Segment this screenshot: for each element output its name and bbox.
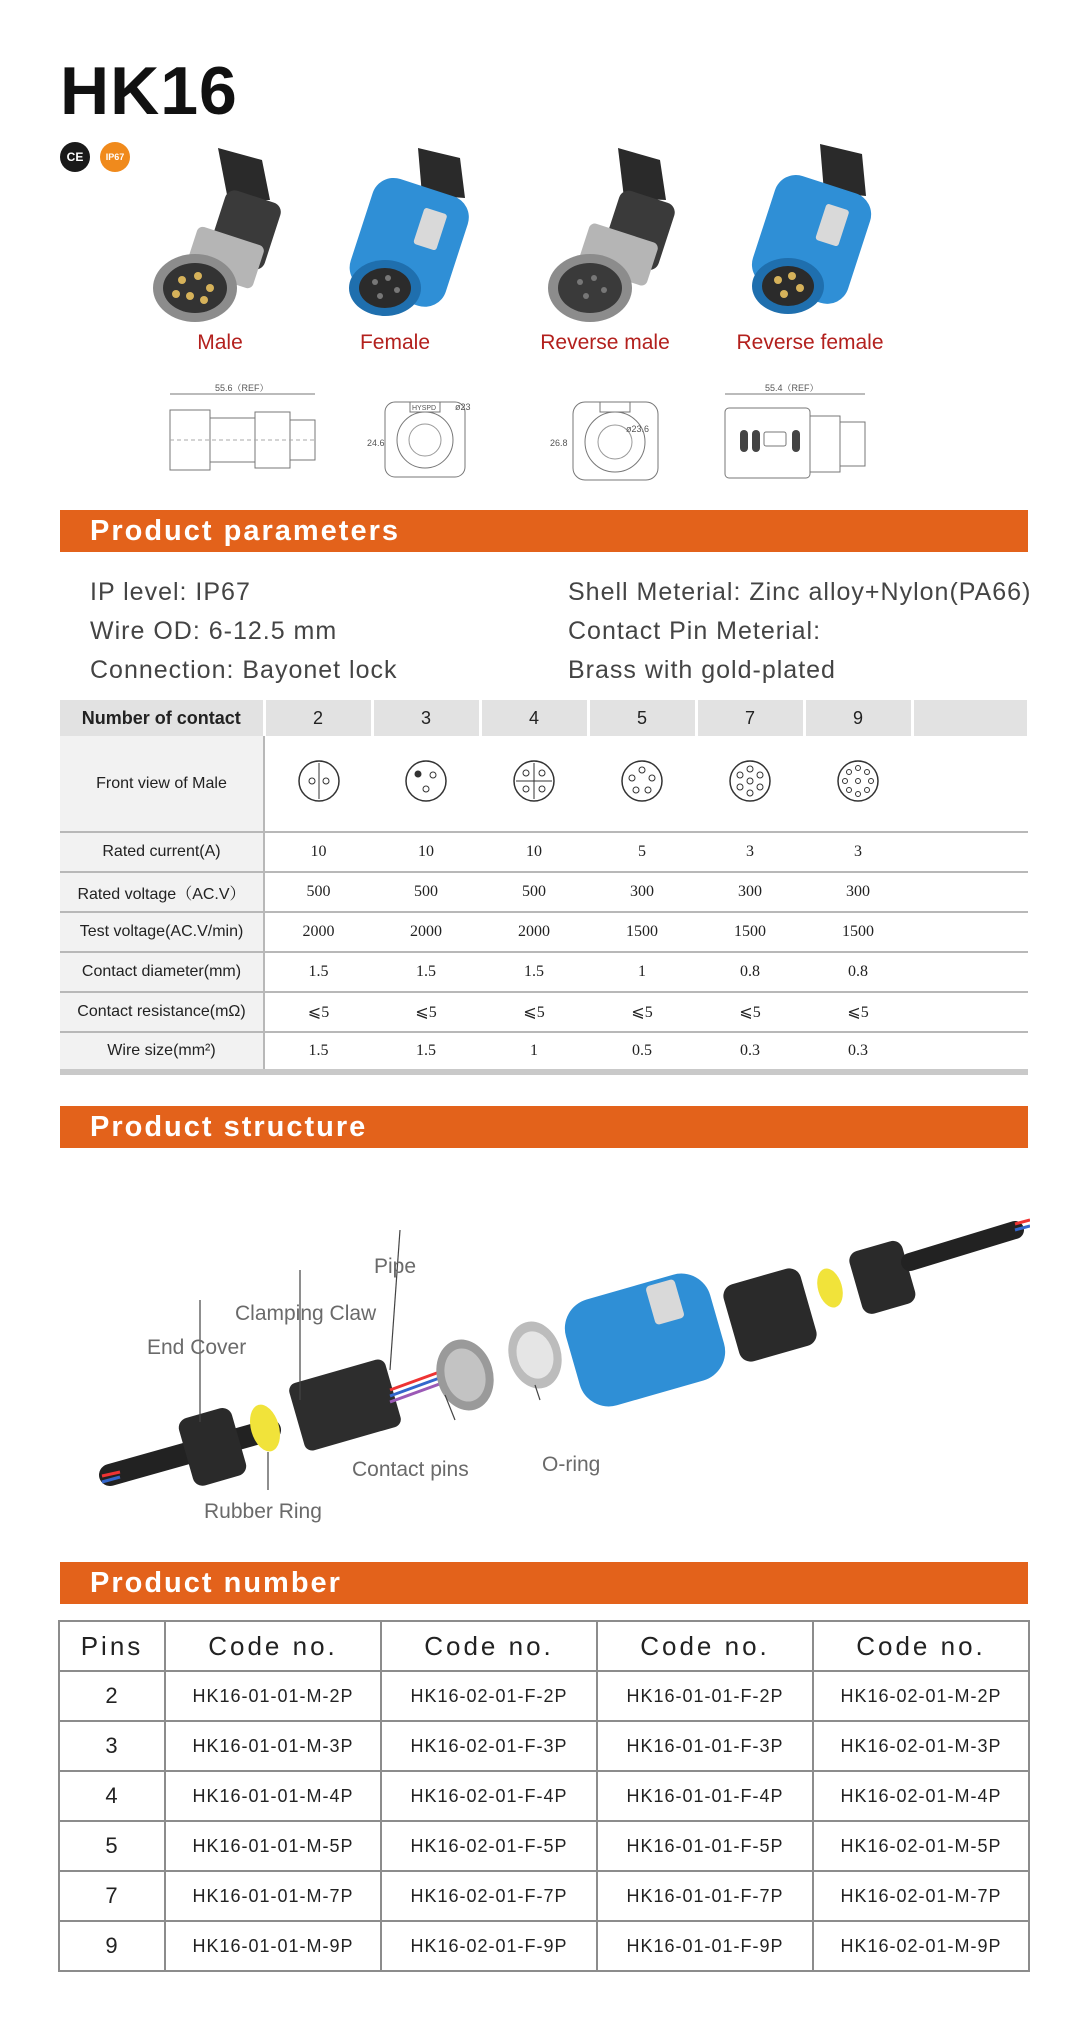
front-view-2pin (264, 736, 372, 832)
spec-row-label: Test voltage(AC.V/min) (60, 912, 264, 952)
label-reverse-male: Reverse male (540, 331, 670, 354)
spec-value: ⩽5 (804, 992, 912, 1032)
dim-d23-6: ø23.6 (626, 424, 650, 434)
spec-row-rated-voltage (60, 872, 1028, 912)
spec-value: 1 (480, 1032, 588, 1072)
spec-value: 1500 (696, 912, 804, 952)
spec-value: 1.5 (264, 1032, 372, 1072)
spec-row-label: Wire size(mm²) (60, 1032, 264, 1072)
spec-contact: 3 (372, 700, 480, 736)
label-clamping-claw: Clamping Claw (235, 1302, 377, 1325)
pn-row (59, 1821, 1029, 1871)
pn-code: HK16-02-01-F-7P (381, 1871, 597, 1921)
spec-contact: 4 (480, 700, 588, 736)
reverse-female-connector-image (700, 140, 900, 325)
pn-row (59, 1771, 1029, 1821)
section-bar-product-number: Product number (60, 1562, 1028, 1604)
pn-code: HK16-01-01-M-5P (165, 1821, 381, 1871)
pn-code: HK16-02-01-F-5P (381, 1821, 597, 1871)
exploded-structure-diagram (90, 1190, 1030, 1530)
spec-value: 300 (588, 872, 696, 912)
param-shell-material: Shell Meterial: Zinc alloy+Nylon(PA66) (568, 578, 1032, 606)
label-o-ring: O-ring (542, 1453, 601, 1476)
param-pin-material-value: Brass with gold-plated (568, 656, 836, 684)
label-female: Female (359, 331, 431, 354)
pn-pins: 9 (59, 1921, 165, 1971)
label-male: Male (197, 331, 243, 354)
spec-value: 0.8 (696, 952, 804, 992)
pn-code: HK16-02-01-F-9P (381, 1921, 597, 1971)
pn-code: HK16-02-01-M-2P (813, 1671, 1029, 1721)
pn-pins: 7 (59, 1871, 165, 1921)
pn-code: HK16-02-01-M-3P (813, 1721, 1029, 1771)
spec-value: 300 (804, 872, 912, 912)
spec-value: ⩽5 (480, 992, 588, 1032)
spec-row-label: Rated voltage（AC.V） (60, 872, 264, 912)
pn-code: HK16-02-01-F-3P (381, 1721, 597, 1771)
param-connection: Connection: Bayonet lock (90, 656, 398, 684)
female-connector-image (300, 140, 500, 325)
drawing-front-female (365, 380, 495, 490)
dim-55-6: 55.6（REF） (215, 383, 269, 393)
dim-55-4: 55.4（REF） (765, 383, 819, 393)
spec-blank-cell (912, 912, 1028, 952)
pn-code: HK16-01-01-F-4P (597, 1771, 813, 1821)
spec-value: ⩽5 (588, 992, 696, 1032)
pn-pins: 4 (59, 1771, 165, 1821)
section-bar-parameters: Product parameters (60, 510, 1028, 552)
spec-row-wire-size (60, 1032, 1028, 1072)
spec-value: 1 (588, 952, 696, 992)
spec-row-label: Contact resistance(mΩ) (60, 992, 264, 1032)
male-connector-image (120, 140, 320, 325)
spec-value: 0.5 (588, 1032, 696, 1072)
spec-blank-cell (912, 872, 1028, 912)
spec-row-contact-diameter (60, 952, 1028, 992)
spec-value: ⩽5 (264, 992, 372, 1032)
label-contact-pins: Contact pins (352, 1458, 469, 1481)
spec-row-contact-resistance (60, 992, 1028, 1032)
spec-row-test-voltage (60, 912, 1028, 952)
spec-value: 1.5 (372, 952, 480, 992)
pn-code: HK16-01-01-F-7P (597, 1871, 813, 1921)
ce-badge: CE (60, 142, 90, 172)
param-pin-material: Contact Pin Meterial: (568, 617, 822, 645)
spec-blank-cell (912, 952, 1028, 992)
pn-row (59, 1671, 1029, 1721)
spec-value: 1.5 (372, 1032, 480, 1072)
spec-value: 300 (696, 872, 804, 912)
spec-table (60, 700, 1030, 1075)
ip67-badge: IP67 (100, 142, 130, 172)
param-wire-od: Wire OD: 6-12.5 mm (90, 617, 338, 645)
dim-24-6: 24.6 (367, 438, 385, 448)
label-reverse-female: Reverse female (736, 331, 884, 354)
spec-value: 1.5 (264, 952, 372, 992)
spec-header-blank (912, 700, 1028, 736)
page-title: HK16 (60, 53, 238, 129)
drawing-side-male (165, 380, 325, 490)
spec-row-label: Contact diameter(mm) (60, 952, 264, 992)
spec-blank-cell (912, 736, 1028, 832)
pn-code: HK16-02-01-F-2P (381, 1671, 597, 1721)
front-view-7pin (696, 736, 804, 832)
pn-code: HK16-01-01-M-2P (165, 1671, 381, 1721)
spec-blank-cell (912, 1032, 1028, 1072)
front-view-5pin (588, 736, 696, 832)
pn-header: Pins (59, 1621, 165, 1671)
spec-value: 10 (372, 832, 480, 872)
spec-value: 0.3 (804, 1032, 912, 1072)
spec-blank-cell (912, 832, 1028, 872)
spec-value: 500 (480, 872, 588, 912)
spec-value: ⩽5 (696, 992, 804, 1032)
pn-code: HK16-01-01-M-7P (165, 1871, 381, 1921)
dim-d23: ø23 (455, 402, 471, 412)
front-view-3pin (372, 736, 480, 832)
spec-value: 1500 (804, 912, 912, 952)
pn-row (59, 1871, 1029, 1921)
spec-value: ⩽5 (372, 992, 480, 1032)
pn-code: HK16-01-01-F-9P (597, 1921, 813, 1971)
pn-row (59, 1921, 1029, 1971)
pn-code: HK16-01-01-M-4P (165, 1771, 381, 1821)
pn-pins: 5 (59, 1821, 165, 1871)
pn-pins: 2 (59, 1671, 165, 1721)
pn-row (59, 1721, 1029, 1771)
section-bar-structure: Product structure (60, 1106, 1028, 1148)
pn-code: HK16-01-01-F-5P (597, 1821, 813, 1871)
spec-row-rated-current (60, 832, 1028, 872)
spec-blank-cell (912, 992, 1028, 1032)
label-end-cover: End Cover (147, 1336, 247, 1359)
front-view-4pin (480, 736, 588, 832)
spec-row-label: Rated current(A) (60, 832, 264, 872)
spec-value: 2000 (372, 912, 480, 952)
pn-code: HK16-02-01-F-4P (381, 1771, 597, 1821)
param-ip-level: IP level: IP67 (90, 578, 251, 606)
pn-code: HK16-02-01-M-7P (813, 1871, 1029, 1921)
spec-value: 10 (480, 832, 588, 872)
spec-value: 0.8 (804, 952, 912, 992)
pn-code: HK16-01-01-F-3P (597, 1721, 813, 1771)
spec-value: 5 (588, 832, 696, 872)
pn-header: Code no. (813, 1621, 1029, 1671)
spec-value: 1.5 (480, 952, 588, 992)
product-number-table (58, 1620, 1030, 1972)
pn-code: HK16-01-01-M-3P (165, 1721, 381, 1771)
spec-value: 3 (804, 832, 912, 872)
spec-header-row (60, 700, 1028, 736)
pn-header: Code no. (381, 1621, 597, 1671)
reverse-male-connector-image (510, 140, 710, 325)
pn-code: HK16-01-01-F-2P (597, 1671, 813, 1721)
pn-code: HK16-02-01-M-9P (813, 1921, 1029, 1971)
pn-code: HK16-02-01-M-5P (813, 1821, 1029, 1871)
front-view-9pin (804, 736, 912, 832)
spec-front-label: Front view of Male (60, 736, 264, 832)
spec-header-label: Number of contact (60, 700, 264, 736)
drawing-front-reverse-male (548, 380, 688, 490)
pn-code: HK16-01-01-M-9P (165, 1921, 381, 1971)
pn-header: Code no. (165, 1621, 381, 1671)
pn-pins: 3 (59, 1721, 165, 1771)
label-rubber-ring: Rubber Ring (204, 1500, 322, 1523)
spec-value: 500 (372, 872, 480, 912)
spec-value: 10 (264, 832, 372, 872)
spec-value: 1500 (588, 912, 696, 952)
spec-contact: 9 (804, 700, 912, 736)
pn-header: Code no. (597, 1621, 813, 1671)
spec-contact: 5 (588, 700, 696, 736)
spec-value: 3 (696, 832, 804, 872)
dim-hyspd: HYSPD (412, 405, 437, 412)
pn-header-row (59, 1621, 1029, 1671)
spec-contact: 7 (696, 700, 804, 736)
pn-code: HK16-02-01-M-4P (813, 1771, 1029, 1821)
dim-26-8: 26.8 (550, 438, 568, 448)
spec-front-row (60, 736, 1028, 832)
drawing-side-reverse-female (720, 380, 870, 490)
spec-contact: 2 (264, 700, 372, 736)
spec-value: 2000 (480, 912, 588, 952)
spec-value: 0.3 (696, 1032, 804, 1072)
spec-value: 2000 (264, 912, 372, 952)
spec-value: 500 (264, 872, 372, 912)
label-pipe: Pipe (374, 1255, 417, 1278)
